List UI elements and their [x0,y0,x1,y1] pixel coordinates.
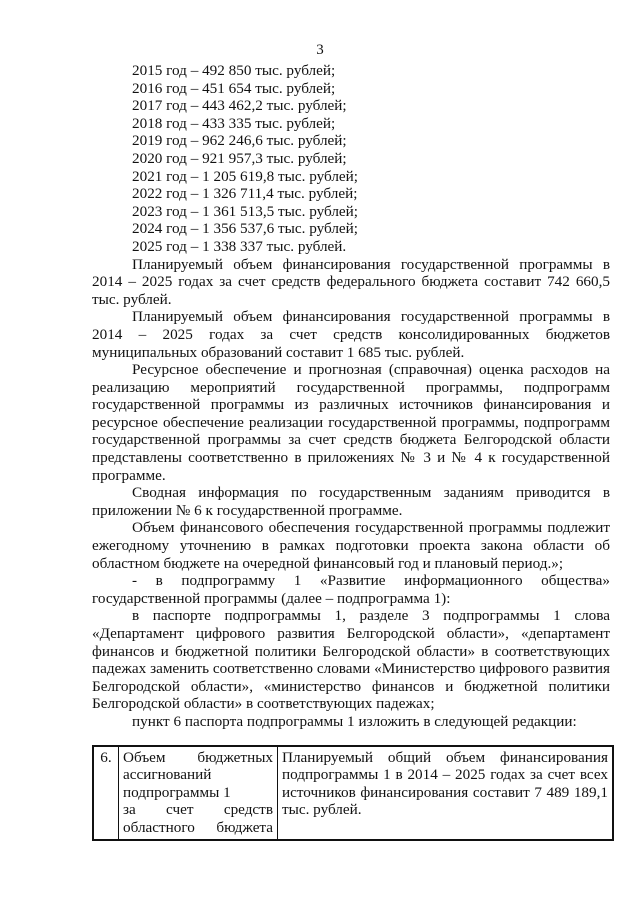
passport-table [92,745,614,841]
paragraph-state-tasks: Сводная информация по государственным заданиям приводится в приложении № 6 к государственной программе. [92,484,610,519]
table-row [93,746,613,840]
year-item: 2016 год – 451 654 тыс. рублей; [132,79,336,97]
name-line: за счет средств [123,801,273,819]
paragraph-subprogram-1: - в подпрограмму 1 «Развитие информационного общества» государственной программы (далее – подпрограмма 1): [92,572,610,607]
page-number: 3 [316,42,324,58]
year-item: 2024 год – 1 356 537,6 тыс. рублей; [132,220,359,238]
year-item: 2023 год – 1 361 513,5 тыс. рублей; [132,202,359,220]
paragraph-municipal-budgets: Планируемый объем финансирования государственной программы в 2014 – 2025 годах за счет средств консолидированных бюджетов муниципальных образований составит 1 685 тыс. рублей. [92,308,610,361]
name-line: областного бюджета [123,818,273,836]
paragraph-passport-changes: в паспорте подпрограммы 1, разделе 3 подпрограммы 1 слова «Департамент цифрового развития Белгородской области», «департамент финансов и бюджетной политики Белгородской области» в соответствующих падежах заменить соответственно словами «Министерство цифрового развития Белгородской области», «министерство финансов и бюджетной политики Белгородской области» в соответствующих падежах; [92,607,610,713]
row-name-cell [119,746,278,840]
paragraph-item-6-intro: пункт 6 паспорта подпрограммы 1 изложить в следующей редакции: [132,712,577,730]
year-item: 2015 год – 492 850 тыс. рублей; [132,62,336,79]
year-item: 2017 год – 443 462,2 тыс. рублей; [132,97,347,115]
year-item: 2021 год – 1 205 619,8 тыс. рублей; [132,167,359,185]
name-line: подпрограммы 1 [123,783,231,801]
year-item: 2019 год – 962 246,6 тыс. рублей; [132,132,347,150]
year-item: 2025 год – 1 338 337 тыс. рублей. [132,237,347,255]
yearly-funding-list [132,62,610,256]
year-item: 2018 год – 433 335 тыс. рублей; [132,114,336,132]
name-line: Объем бюджетных [123,748,273,766]
name-line: ассигнований [123,766,212,784]
paragraph-annual-adjustment: Объем финансового обеспечения государственной программы подлежит ежегодному уточнению в рамках подготовки проекта закона области об областном бюджете на очередной финансовый год и плановый период.»; [92,519,610,572]
paragraph-resource-provision: Ресурсное обеспечение и прогнозная (справочная) оценка расходов на реализацию мероприятий государственной программы, подпрограмм государственной программы из различных источников финансирования и ресурсное обеспечение реализации государственной программы, подпрограмм государственной программы за счет средств бюджета Белгородской области представлены соответственно в приложениях № 3 и № 4 к государственной программе. [92,361,610,484]
year-item: 2022 год – 1 326 711,4 тыс. рублей; [132,185,358,203]
paragraph-federal-budget: Планируемый объем финансирования государственной программы в 2014 – 2025 годах за счет средств федерального бюджета составит 742 660,5 тыс. рублей. [92,255,610,308]
year-item: 2020 год – 921 957,3 тыс. рублей; [132,149,347,167]
row-number: 6. [93,746,119,840]
row-value-cell: Планируемый общий объем финансирования подпрограммы 1 в 2014 – 2025 годах за счет всех источников финансирования составит 7 489 189,1 тыс. рублей. [278,746,614,840]
document-body [92,62,610,841]
